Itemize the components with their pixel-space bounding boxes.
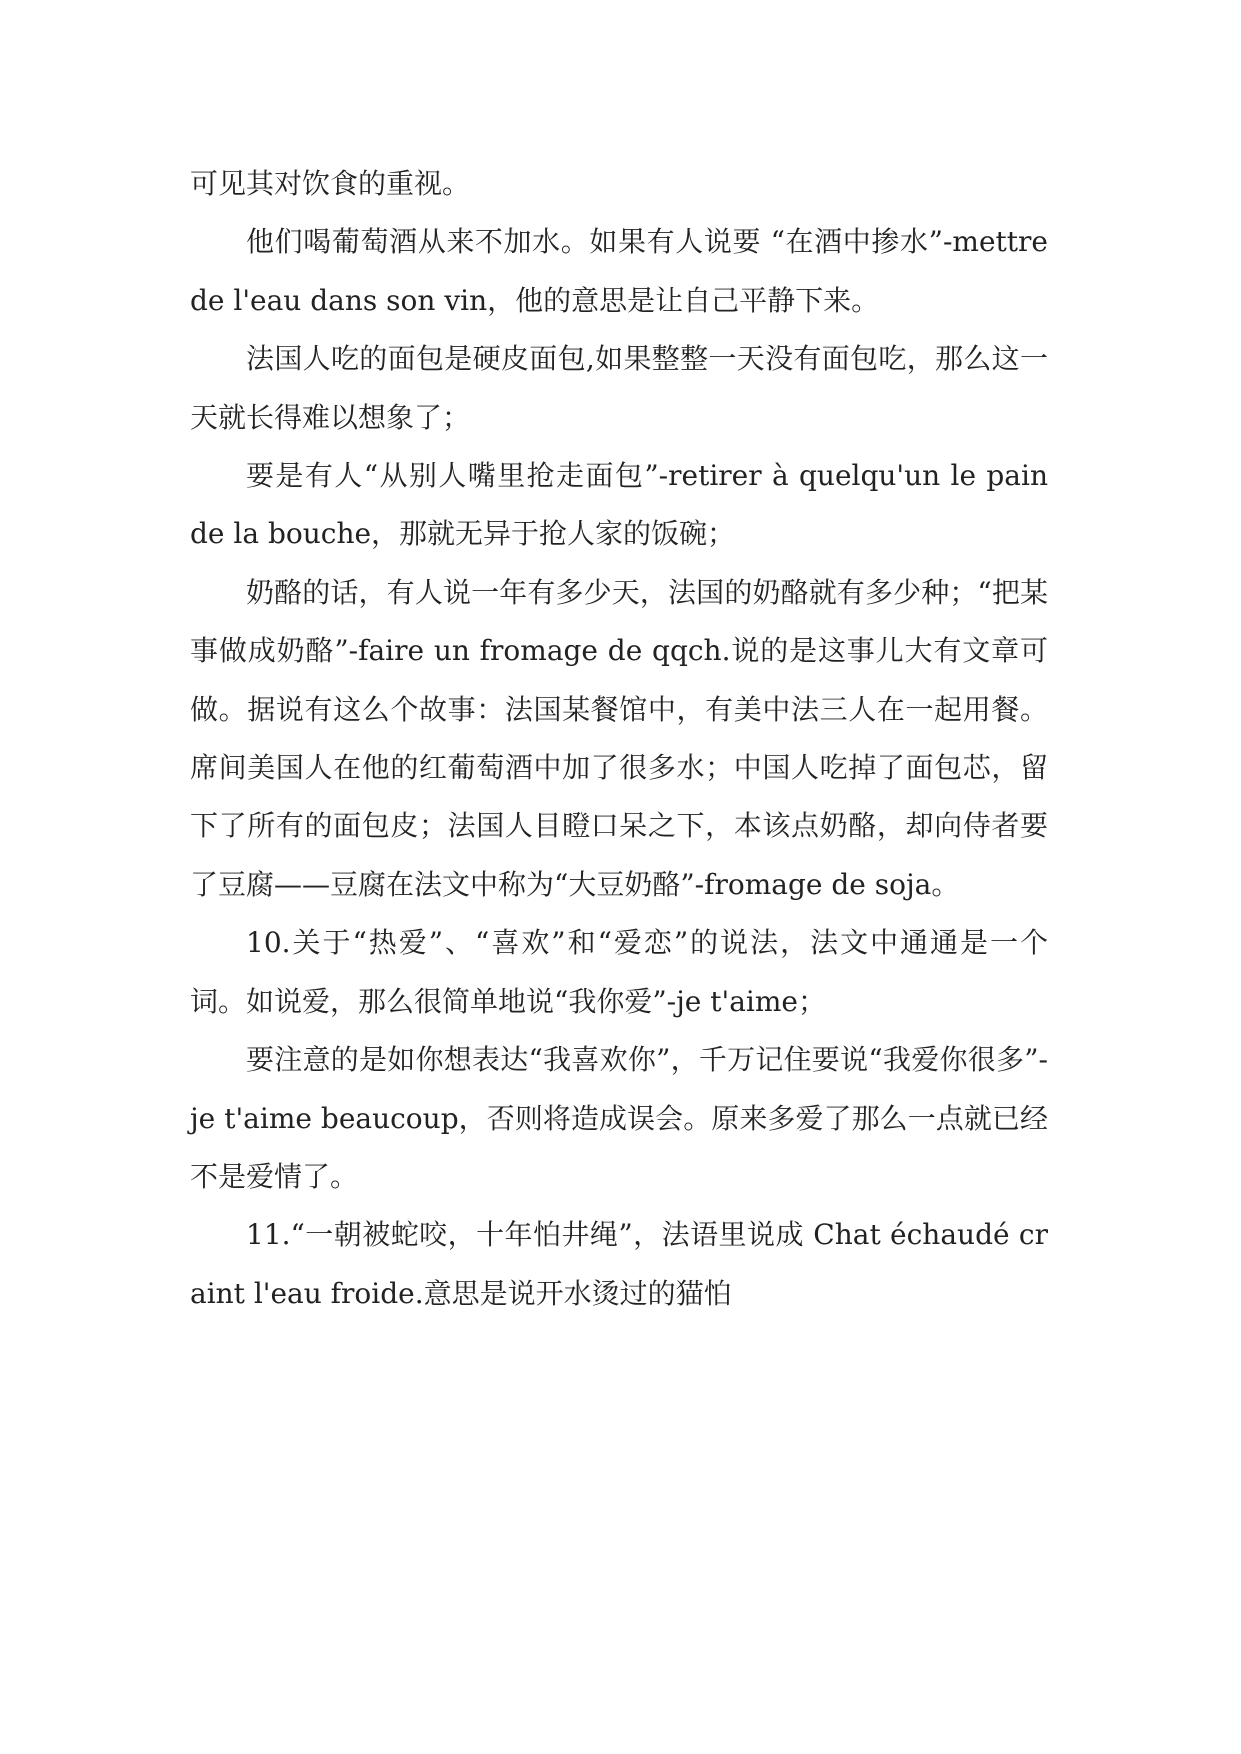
paragraph: 可见其对饮食的重视。 — [190, 167, 471, 200]
paragraph: 要注意的是如你想表达“我喜欢你”，千万记住要说“我爱你很多”-je t'aime beaucoup，否则将造成误会。原来多爱了那么一点就已经不是爱情了。 — [190, 1043, 1048, 1193]
paragraph: 奶酪的话，有人说一年有多少天，法国的奶酪就有多少种；“把某事做成奶酪”-faire un fromage de qqch.说的是这事儿大有文章可做。据说有这么个故事：法国某餐馆中，有美中法三人在一起用餐。席间美国人在他的红葡萄酒中加了很多水；中国人吃掉了面包芯，留下了所有的面包皮；法国人目瞪口呆之下，本该点奶酪，却向侍者要了豆腐——豆腐在法文中称为“大豆奶酪”-fromage de soja。 — [190, 575, 1048, 901]
paragraph: 11.“一朝被蛇咬，十年怕井绳”，法语里说成 Chat échaudé craint l'eau froide.意思是说开水烫过的猫怕 — [190, 1218, 1048, 1310]
paragraph: 10.关于“热爱”、“喜欢”和“爱恋”的说法，法文中通通是一个词。如说爱，那么很简单地说“我你爱”-je t'aime； — [190, 926, 1048, 1018]
paragraph: 法国人吃的面包是硬皮面包,如果整整一天没有面包吃，那么这一天就长得难以想象了； — [190, 342, 1048, 434]
document-page — [190, 155, 1048, 1323]
paragraph: 他们喝葡萄酒从来不加水。如果有人说要 “在酒中掺水”-mettre de l'eau dans son vin，他的意思是让自己平静下来。 — [190, 225, 1048, 317]
paragraph: 要是有人“从别人嘴里抢走面包”-retirer à quelqu'un le pain de la bouche，那就无异于抢人家的饭碗； — [190, 459, 1048, 551]
